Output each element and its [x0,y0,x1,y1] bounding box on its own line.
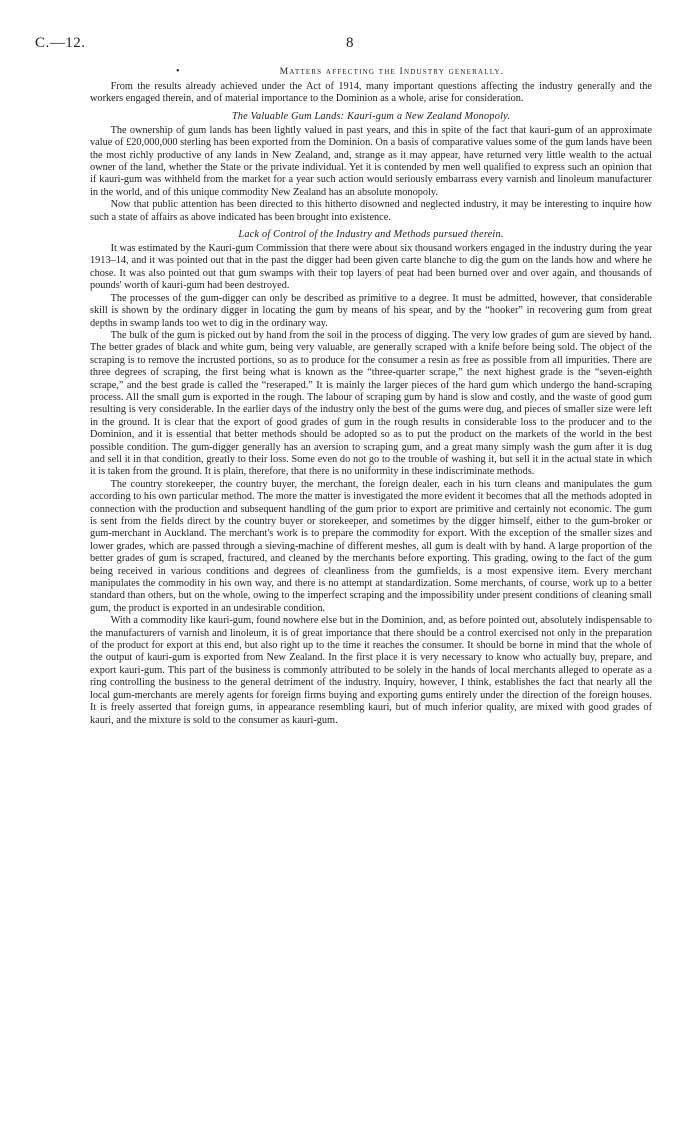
paragraph-commission-estimate: It was estimated by the Kauri-gum Commission that there were about six thousand workers engaged in the industry during the year 1913–14, and it was pointed out that in the past the digger had been given carte blanche to dig the gum on the lands how and where he chose. It was also pointed out that gum swamps with their top layers of peat had been burned over and over again, and thousands of pounds' worth of kauri-gum had been destroyed. [90,243,652,292]
section-title: Matters affecting the Industry generally. [279,66,505,77]
document-reference: C.—12. [35,35,86,51]
paragraph-digger-processes: The processes of the gum-digger can only be described as primitive to a degree. It must be admitted, however, that considerable skill is shown by the ordinary digger in locating the gum by means of his spear, and by the “hooker” in recovering gum from great depths in swamp lands too wet to dig in the ordinary way. [90,292,652,329]
paragraph-public-attention: Now that public attention has been directed to this hitherto disowned and neglected industry, it may be interesting to inquire how such a state of affairs as above indicated has been brought into existence. [90,199,652,223]
paragraph-ownership: The ownership of gum lands has been lightly valued in past years, and this in spite of the fact that kauri-gum of an approximate value of £20,000,000 sterling has been exported from the Dominion. On a basis of comparative values some of the gum lands have been the most richly productive of any lands in New Zealand, and, strange as it may appear, have returned very little wealth to the actual owner of the land, whether the State or the private individual. Yet it is contended by men well qualified to express such an opinion that if kauri-gum was withheld from the market for a year such action would seriously embarrass every varnish and linoleum manufacturer in the world, and of this unique commodity New Zealand has an absolute monopoly. [90,124,652,198]
page-number: 8 [346,35,354,51]
subsection-heading-lack-of-control: Lack of Control of the Industry and Methods pursued therein. [238,229,504,241]
paragraph-commodity-control: With a commodity like kauri-gum, found nowhere else but in the Dominion, and, as before pointed out, absolutely indispensable to the manufacturers of varnish and linoleum, it is of great importance that there should be a control exercised not only in the preparation of the product for export at this end, but also right up to the time it reaches the consumer. It should be borne in mind that the whole of the output of kauri-gum is exported from New Zealand. In the first place it is very necessary to know who actually buy, prepare, and export kauri-gum. This part of the business is commonly attributed to be solely in the hands of local merchants alleged to operate as a ring controlling the business to the general detriment of the industry. Inquiry, however, I think, establishes the fact that nearly all the local gum-merchants are merely agents for foreign firms buying and exporting gums entirely under the direction of the foreign houses. It is freely asserted that foreign gums, in appearance resembling kauri, but of much inferior quality, are mixed with good grades of kauri, and the mixture is sold to the consumer as kauri-gum. [90,615,652,726]
subsection-heading-gum-lands: The Valuable Gum Lands: Kauri-gum a New Zealand Monopoly. [231,110,511,122]
intro-paragraph: From the results already achieved under the Act of 1914, many important questions affecting the industry generally and the workers engaged therein, and of material importance to the Dominion as a whole, arise for consideration. [90,81,652,105]
printer-mark: • [176,66,180,77]
paragraph-bulk-of-gum: The bulk of the gum is picked out by hand from the soil in the process of digging. The very low grades of gum are sieved by hand. The better grades of black and white gum, being very valuable, are generally scraped with a knife before being sold. The object of the scraping is to remove the incrusted portions, so as to produce for the consumer a resin as free as possible from all impurities. There are three degrees of scraping, the first being what is known as the “three-quarter scrape,” the next highest grade is the “seven-eighth scrape,” and the best grade is called the “reseraped.” It is mainly the larger pieces of the hard gum which undergo the hand-scraping process. All the small gum is exported in the rough. The labour of scraping gum by hand is slow and costly, and the waste of good gum resulting is very considerable. In the earlier days of the industry only the best of the gums were dug, and pieces of smaller size were left in the ground. It is clear that the export of good grades of gum in the rough results in considerable loss to the producer and to the Dominion, and it is essential that better methods should be adopted so as to put the product on the markets of the world in the best possible condition. The gum-digger generally has an aversion to scraping gum, and a great many simply wash the gum after it is dug and sell it in that condition, greatly to their loss. Some even do not go to the trouble of washing it, but sell it in the actual state in which it is taken from the ground. It is plain, therefore, that there is no uniformity in these indiscriminate methods. [90,329,652,478]
paragraph-storekeeper-merchant: The country storekeeper, the country buyer, the merchant, the foreign dealer, each in his turn cleans and manipulates the gum according to his own particular method. The more the matter is investigated the more evident it becomes that all the methods adopted in connection with the production and subsequent handling of the gum prior to export are primitive and certainly not economic. The gum is sent from the fields direct by the country buyer or storekeeper, and sometimes by the digger himself, either to the gum-broker or gum-merchant in Auckland. The merchant's work is to prepare the commodity for export. With the exception of the smaller sizes and lower grades, which are passed through a sieving-machine of different meshes, all gum is dealt with by hand. A large proportion of the better grades of gum is scraped, fractured, and cleaned by the merchants before exporting. This grading, owing to the fact of the gum being received in various conditions and degrees of cleanliness from the gumfields, is a most expensive item. Every merchant manipulates the commodity in his own way, and there is no attempt at standardization. Some merchants, of course, work up to a better standard than others, but on the whole, owing to the imperfect scraping and the impossibility under present conditions of cleaning small gum, the product is exported in an undesirable condition. [90,478,652,614]
